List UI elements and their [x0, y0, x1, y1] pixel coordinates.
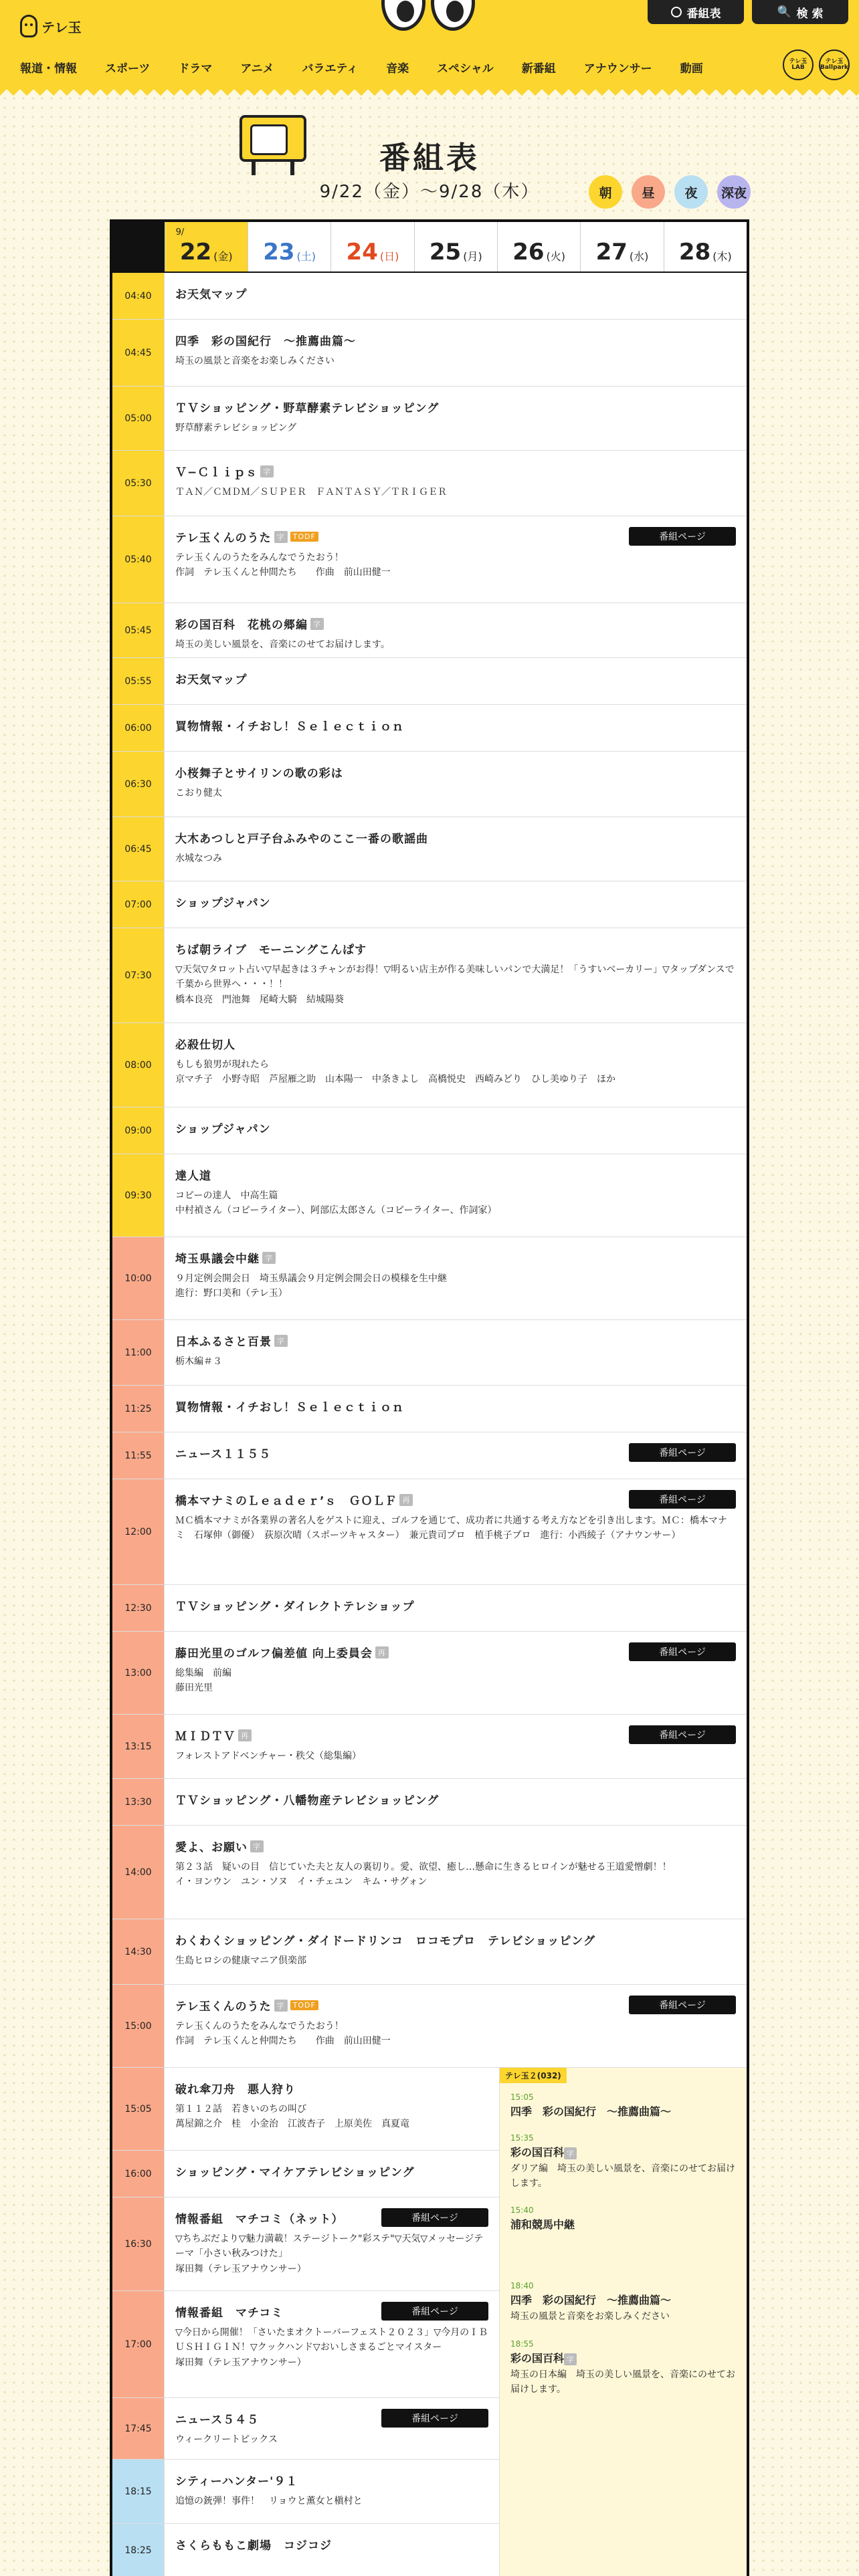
program-time: 16:00	[112, 2151, 165, 2197]
program-time: 05:00	[112, 387, 165, 450]
tele2-title: 彩の国百科 字	[510, 2144, 736, 2159]
program-cell	[165, 451, 747, 509]
caption-badge: 字	[274, 1335, 288, 1347]
program-cell	[165, 1386, 747, 1424]
program-title-text: わくわくショッピング・ダイドードリンコ ロコモプロ テレビショッピング	[175, 1935, 595, 1948]
program-row[interactable]	[112, 2151, 499, 2197]
day-weekday: (火)	[546, 250, 566, 263]
program-row[interactable]	[112, 1320, 747, 1386]
program-title-text: Ｖ−Ｃｌｉｐｓ	[175, 466, 258, 479]
time-of-day-3[interactable]: 深夜	[717, 175, 751, 209]
program-time: 17:45	[112, 2398, 165, 2459]
tele-lab-link[interactable]	[783, 49, 814, 80]
program-time: 05:30	[112, 451, 165, 516]
program-title-text: 達人道	[175, 1170, 211, 1183]
program-row[interactable]	[112, 1479, 747, 1585]
program-row[interactable]	[112, 1632, 747, 1715]
site-logo[interactable]	[20, 15, 82, 37]
program-cell	[165, 603, 747, 661]
program-row[interactable]	[112, 603, 747, 658]
caption-badge: 字	[564, 2353, 577, 2365]
tele2-time: 18:40	[510, 2281, 534, 2291]
program-title[interactable]	[175, 829, 736, 846]
program-row[interactable]	[112, 1237, 747, 1320]
program-row[interactable]	[112, 817, 747, 881]
tele2-program[interactable]	[500, 2200, 747, 2236]
tele2-tab[interactable]: テレ玉２(032)	[500, 2068, 567, 2083]
program-cell	[165, 1779, 747, 1817]
day-weekday: (水)	[629, 250, 649, 263]
program-title-text: 必殺仕切人	[175, 1039, 235, 1052]
program-desc: ▽天気▽タロット占い▽早起きは３チャンがお得！▽明るい店主が作る美味しいパンで大満足！「うすいベーカリー」▽タップダンスで千葉から世界へ・・・！！ 橋本良亮 門池舞 尾崎大騎 結城陽葵	[175, 964, 735, 1005]
program-row[interactable]	[112, 2068, 499, 2151]
program-title-text: ショッピング・マイケアテレビショッピング	[175, 2166, 415, 2179]
day-tab-28[interactable]	[664, 222, 747, 272]
program-title-text: お天気マップ	[175, 288, 248, 302]
program-desc: ウィークリートピックス	[175, 2434, 278, 2445]
tele2-time: 15:35	[510, 2133, 534, 2143]
program-desc: コピーの達人 中高生篇 中村禎さん（コピーライター）、阿部広太郎さん（コピーライター、作詞家）	[175, 1190, 497, 1216]
program-title[interactable]	[175, 1332, 736, 1349]
program-title[interactable]	[175, 285, 736, 302]
tele2-time: 15:05	[510, 2092, 534, 2102]
program-page-button[interactable]: 番組ページ	[381, 2208, 488, 2227]
program-title[interactable]	[175, 1166, 736, 1183]
program-time: 18:25	[112, 2524, 165, 2576]
program-row[interactable]	[112, 658, 747, 705]
program-title-text: 情報番組 マチコミ	[175, 2306, 284, 2320]
day-weekday: (土)	[296, 250, 316, 263]
ballpark-link[interactable]	[819, 49, 850, 80]
logo-mascot-icon	[20, 15, 37, 37]
program-desc: 埼玉の風景と音楽をお楽しみください	[175, 356, 335, 366]
program-title-text: ちば朝ライブ モーニングこんぱす	[175, 944, 367, 957]
program-title[interactable]	[175, 1035, 736, 1052]
caption-badge: 再	[375, 1646, 389, 1658]
program-desc: ＭＣ橋本マナミが各業界の著名人をゲストに迎え、ゴルフを通じて、成功者に共通する考え方などを引き出します。ＭＣ：橋本マナミ 石塚伸（御優） 荻原次晴（スポーツキャスター） 兼元貴司プロ 植手桃子プロ 進行：小西綾子（アナウンサー）	[175, 1515, 727, 1541]
program-cell	[165, 1585, 747, 1623]
program-desc: こおり健太	[175, 788, 222, 798]
search-button-label: 検 索	[796, 7, 824, 21]
program-row[interactable]	[112, 273, 747, 320]
program-title-text: 買物情報・イチおし！Ｓｅｌｅｃｔｉｏｎ	[175, 1401, 404, 1414]
program-title-text: お天気マップ	[175, 673, 248, 687]
program-time: 12:00	[112, 1479, 165, 1584]
program-time: 13:15	[112, 1715, 165, 1778]
program-cell	[165, 320, 747, 378]
day-month: 9/	[175, 227, 185, 237]
program-title[interactable]	[175, 1931, 736, 1948]
program-title-text: 愛よ、お願い	[175, 1841, 248, 1854]
program-row[interactable]	[112, 1779, 747, 1826]
todf-badge: TODF	[290, 532, 318, 542]
program-cell	[165, 1320, 747, 1378]
main-channel-column	[112, 2068, 499, 2576]
day-number: 26	[512, 239, 545, 265]
program-desc: ＴＡＮ／ＣＭＤＭ／ＳＵＰＥＲ ＦＡＮＴＡＳＹ／ＴＲＩＧＥＲ	[175, 487, 447, 498]
tele2-desc: 埼玉の日本編 埼玉の美しい風景を、音楽にのせてお届けします。	[510, 2369, 735, 2395]
program-page-button[interactable]: 番組ページ	[381, 2409, 488, 2428]
program-cell	[165, 1826, 747, 1899]
day-weekday: (金)	[213, 250, 233, 263]
program-row[interactable]	[112, 1715, 747, 1779]
caption-badge: 字	[310, 618, 324, 630]
caption-badge: 字	[274, 531, 288, 543]
program-title-text: ショップジャパン	[175, 1123, 271, 1136]
tele2-time: 18:55	[510, 2339, 534, 2349]
caption-badge: 字	[274, 2000, 288, 2012]
program-cell	[165, 387, 747, 445]
program-row[interactable]	[112, 705, 747, 752]
program-row[interactable]	[112, 1107, 747, 1154]
program-row[interactable]	[112, 1154, 747, 1237]
caption-badge: 字	[250, 1840, 264, 1852]
program-row[interactable]	[112, 2524, 499, 2576]
tele2-desc: 埼玉の風景と音楽をお楽しみください	[510, 2311, 670, 2323]
program-title[interactable]	[175, 940, 736, 957]
program-time: 08:00	[112, 1023, 165, 1107]
program-desc: フォレストアドベンチャー・秩父（総集編）	[175, 1751, 362, 1761]
program-page-button[interactable]: 番組ページ	[629, 1996, 736, 2014]
day-number: 27	[595, 239, 628, 265]
program-title[interactable]	[175, 1838, 736, 1854]
program-desc: もしも狼男が現れたら 京マチ子 小野寺昭 芦屋雁之助 山本陽一 中条きよし 高橋悦史 西崎みどり ひし美ゆり子 ほか	[175, 1059, 615, 1085]
tele2-time: 15:40	[510, 2206, 534, 2216]
tele2-title: 浦和競馬中継	[510, 2218, 575, 2232]
nav-item[interactable]: 新番組	[521, 62, 556, 76]
program-desc: 生島ヒロシの健康マニア倶楽部	[175, 1955, 306, 1966]
program-time: 09:00	[112, 1107, 165, 1154]
program-row[interactable]	[112, 881, 747, 928]
program-row[interactable]	[112, 1585, 747, 1632]
program-title[interactable]	[175, 1119, 736, 1136]
day-weekday: (月)	[463, 250, 482, 263]
tele2-desc: ダリア編 埼玉の美しい風景を、音楽にのせてお届けします。	[510, 2163, 735, 2189]
program-row[interactable]	[112, 1432, 747, 1479]
time-of-day-2[interactable]: 夜	[674, 175, 708, 209]
program-title-text: 買物情報・イチおし！Ｓｅｌｅｃｔｉｏｎ	[175, 720, 404, 734]
program-cell	[165, 2151, 499, 2189]
program-title[interactable]	[175, 1249, 736, 1266]
program-desc: ▽今日から開催！「さいたまオクトーバーフェスト２０２３」▽今月のＩＢＵＳＨＩＧＩＮ！▽クックハンド▽おいしさまるごとマイスター 塚田舞（テレ玉アナウンサー）	[175, 2327, 488, 2368]
program-time: 06:00	[112, 705, 165, 751]
program-title-text: 四季 彩の国紀行 〜推薦曲篇〜	[175, 335, 356, 348]
caption-badge: 字	[260, 465, 274, 477]
caption-badge: 字	[262, 1252, 276, 1264]
program-title-text: さくらももこ劇場 コジコジ	[175, 2539, 332, 2553]
program-desc: 野草酵素テレビショッピング	[175, 423, 297, 433]
program-title-text: ニュース５４５	[175, 2413, 260, 2427]
program-time: 04:45	[112, 320, 165, 386]
program-title-text: 橋本マナミのＬｅａｄｅｒ’ｓ ＧＯＬＦ	[175, 1495, 397, 1508]
program-title-text: シティーハンター'９１	[175, 2475, 298, 2488]
schedule-button[interactable]	[648, 0, 744, 24]
program-page-button[interactable]: 番組ページ	[629, 1725, 736, 1744]
day-tab-22[interactable]	[165, 222, 248, 272]
nav-item[interactable]: 動画	[680, 62, 703, 76]
program-title-text: ＴＶショッピング・八幡物産テレビショッピング	[175, 1794, 440, 1808]
tele2-program[interactable]	[500, 2334, 747, 2401]
program-desc: 埼玉の美しい風景を、音楽にのせてお届けします。	[175, 639, 390, 650]
program-desc: 第２３話 疑いの目 信じていた夫と友人の裏切り。愛、欲望、癒し…懸命に生きるヒロインが魅せる王道愛憎劇！！ イ・ヨンウン ユン・ソヌ イ・チェユン キム・サグォン	[175, 1862, 672, 1888]
program-title-text: テレ玉くんのうた	[175, 532, 272, 545]
search-button[interactable]	[752, 0, 848, 24]
program-time: 05:45	[112, 603, 165, 657]
day-weekday: (木)	[712, 250, 732, 263]
program-cell	[165, 1107, 747, 1146]
tele2-column	[499, 2068, 747, 2576]
program-title-text: ニュース１１５５	[175, 1448, 272, 1461]
program-time: 07:00	[112, 881, 165, 928]
program-row[interactable]	[112, 928, 747, 1023]
caption-badge: 再	[399, 1494, 413, 1506]
todf-badge: TODF	[290, 2000, 318, 2010]
mascot-eyes-icon	[379, 0, 479, 39]
program-cell	[165, 1919, 747, 1977]
nav-item[interactable]: スポーツ	[105, 62, 151, 76]
program-cell	[165, 2068, 499, 2141]
program-title-text: 藤田光里のゴルフ偏差値 向上委員会	[175, 1647, 373, 1660]
program-title-text: 日本ふるさと百景	[175, 1335, 272, 1349]
program-title-text: 彩の国百科 花桃の郷編	[175, 619, 308, 632]
program-title[interactable]	[175, 2080, 488, 2097]
program-time: 15:05	[112, 2068, 165, 2150]
program-time: 12:30	[112, 1585, 165, 1631]
program-row[interactable]	[112, 1919, 747, 1985]
program-title-text: 情報番組 マチコミ（ネット）	[175, 2213, 344, 2226]
program-cell	[165, 1023, 747, 1097]
day-tab-27[interactable]	[580, 222, 663, 272]
tele2-program[interactable]	[500, 2128, 747, 2195]
program-desc: 栃木編＃３	[175, 1356, 222, 1367]
tele2-program[interactable]	[500, 2276, 747, 2329]
program-row[interactable]	[112, 1023, 747, 1107]
program-time: 09:30	[112, 1154, 165, 1237]
nav-item[interactable]: 音楽	[386, 62, 409, 76]
program-title[interactable]	[175, 1597, 736, 1614]
day-number: 24	[346, 239, 378, 265]
program-title[interactable]	[175, 332, 736, 348]
day-tab-23[interactable]	[248, 222, 330, 272]
program-desc: 総集編 前編 藤田光里	[175, 1668, 231, 1694]
program-time: 14:30	[112, 1919, 165, 1984]
program-title[interactable]	[175, 893, 736, 910]
day-weekday: (日)	[379, 250, 399, 263]
program-time: 16:30	[112, 2197, 165, 2290]
caption-badge: 再	[238, 1729, 252, 1741]
program-cell	[165, 658, 747, 696]
day-header-row	[112, 219, 747, 273]
day-number: 28	[678, 239, 711, 265]
search-icon: 🔍	[777, 5, 791, 19]
day-tab-26[interactable]	[497, 222, 580, 272]
tele-lab-label: テレ玉LAB	[789, 58, 807, 71]
program-desc: テレ玉くんのうたをみんなでうたおう！ 作詞 テレ玉くんと仲間たち 作曲 前山田健一	[175, 552, 391, 578]
tele2-title: 彩の国百科 字	[510, 2350, 736, 2365]
site-header	[0, 0, 859, 87]
program-cell	[165, 752, 747, 810]
program-page-button[interactable]: 番組ページ	[629, 1490, 736, 1509]
program-title-text: 大木あつしと戸子台ふみやのここ一番の歌謡曲	[175, 833, 428, 846]
nav-item[interactable]: アニメ	[240, 62, 274, 76]
clock-icon	[671, 7, 682, 17]
program-time: 07:30	[112, 928, 165, 1023]
day-number: 25	[429, 239, 462, 265]
program-title[interactable]	[175, 2163, 488, 2179]
program-cell	[165, 1154, 747, 1228]
program-title[interactable]	[175, 2472, 488, 2488]
program-desc: 追憶の銃弾！事件！ リョウと薫女と槇村と	[175, 2496, 363, 2506]
program-row[interactable]	[112, 387, 747, 451]
program-cell	[165, 273, 747, 311]
day-number: 23	[263, 239, 295, 265]
program-time: 14:00	[112, 1826, 165, 1919]
program-time: 05:55	[112, 658, 165, 704]
program-row[interactable]	[112, 1386, 747, 1432]
nav-item[interactable]: 報道・情報	[20, 62, 77, 76]
schedule-button-label: 番組表	[686, 7, 721, 21]
program-row[interactable]	[112, 752, 747, 817]
program-title-text: ＴＶショッピング・野草酵素テレビショッピング	[175, 402, 440, 415]
program-time: 06:45	[112, 817, 165, 881]
program-title[interactable]	[175, 2536, 488, 2553]
program-page-button[interactable]: 番組ページ	[381, 2302, 488, 2321]
program-title[interactable]	[175, 764, 736, 780]
program-row[interactable]	[112, 320, 747, 387]
program-time: 17:00	[112, 2291, 165, 2397]
program-time: 05:40	[112, 516, 165, 603]
program-desc: ▽ちちぶだより▽魅力満載！ステージトーク"彩ステ"▽天気▽メッセージテーマ「小さい秋みつけた」 塚田舞（テレ玉アナウンサー）	[175, 2234, 484, 2274]
program-title[interactable]	[175, 717, 736, 734]
tele2-title: 四季 彩の国紀行 〜推薦曲篇〜	[510, 2294, 672, 2307]
program-desc: 水城なつみ	[175, 853, 222, 864]
program-row[interactable]	[112, 2460, 499, 2524]
day-tab-25[interactable]	[414, 222, 497, 272]
program-row[interactable]	[112, 2197, 499, 2291]
program-row[interactable]	[112, 516, 747, 603]
nav-item[interactable]: ドラマ	[178, 62, 213, 76]
program-time: 11:55	[112, 1432, 165, 1479]
program-page-button[interactable]: 番組ページ	[629, 1443, 736, 1462]
main-nav	[20, 59, 731, 76]
program-title-text: ＭＩＤＴＶ	[175, 1730, 235, 1743]
schedule-table	[110, 219, 749, 2576]
program-cell	[165, 1237, 747, 1311]
program-time: 11:25	[112, 1386, 165, 1432]
program-desc: テレ玉くんのうたをみんなでうたおう！ 作詞 テレ玉くんと仲間たち 作曲 前山田健一	[175, 2021, 391, 2047]
nav-item[interactable]: バラエティ	[302, 62, 359, 76]
program-title-text: 小桜舞子とサイリンの歌の彩は	[175, 767, 343, 780]
time-of-day-0[interactable]: 朝	[589, 175, 622, 209]
program-row[interactable]	[112, 2291, 499, 2398]
program-cell	[165, 928, 747, 1016]
logo-text: テレ玉	[41, 19, 82, 35]
ballpark-label: テレ玉Ballpark	[820, 58, 849, 71]
program-title[interactable]	[175, 463, 736, 479]
program-time: 04:40	[112, 273, 165, 319]
date-range: 9/22（金）〜9/28（木）	[319, 182, 540, 202]
program-title-text: ＴＶショッピング・ダイレクトテレショップ	[175, 1600, 415, 1614]
program-title-text: 埼玉県議会中継	[175, 1253, 260, 1266]
program-page-button[interactable]: 番組ページ	[629, 527, 736, 546]
header-corner	[112, 222, 165, 272]
program-time: 15:00	[112, 1985, 165, 2067]
program-title-text: 破れ傘刀舟 悪人狩り	[175, 2083, 296, 2097]
nav-item[interactable]: スペシャル	[437, 62, 494, 76]
program-page-button[interactable]: 番組ページ	[629, 1642, 736, 1661]
program-time: 18:15	[112, 2460, 165, 2523]
program-row[interactable]	[112, 1826, 747, 1919]
program-desc: 第１１２話 若きいのちの叫び 萬屋錦之介 桂 小金治 江波杏子 上原美佐 真夏竜	[175, 2104, 409, 2130]
program-title[interactable]	[175, 1398, 736, 1414]
program-desc: ９月定例会開会日 埼玉県議会９月定例会開会日の模様を生中継 進行：野口美和（テレ玉）	[175, 1273, 447, 1299]
program-title[interactable]	[175, 670, 736, 687]
program-title[interactable]	[175, 399, 736, 415]
program-time: 10:00	[112, 1237, 165, 1319]
program-cell	[165, 2460, 499, 2518]
program-cell	[165, 817, 747, 875]
tele2-program[interactable]	[500, 2087, 747, 2123]
program-cell	[165, 2524, 499, 2562]
program-time: 06:30	[112, 752, 165, 817]
program-time: 13:30	[112, 1779, 165, 1825]
day-tab-24[interactable]	[330, 222, 413, 272]
program-time: 11:00	[112, 1320, 165, 1385]
program-cell	[165, 881, 747, 920]
program-cell	[165, 705, 747, 743]
program-time: 13:00	[112, 1632, 165, 1714]
nav-item[interactable]: アナウンサー	[583, 62, 652, 76]
program-title[interactable]	[175, 615, 736, 632]
program-row[interactable]	[112, 451, 747, 516]
program-title-text: テレ玉くんのうた	[175, 2000, 272, 2014]
page-title: 番組表	[379, 140, 480, 176]
day-number: 22	[179, 239, 212, 265]
program-title[interactable]	[175, 1791, 736, 1808]
caption-badge: 字	[564, 2147, 577, 2159]
program-row[interactable]	[112, 1985, 747, 2068]
program-row[interactable]	[112, 2398, 499, 2460]
program-title-text: ショップジャパン	[175, 897, 271, 910]
time-of-day-1[interactable]: 昼	[632, 175, 665, 209]
tele2-title: 四季 彩の国紀行 〜推薦曲篇〜	[510, 2105, 672, 2118]
